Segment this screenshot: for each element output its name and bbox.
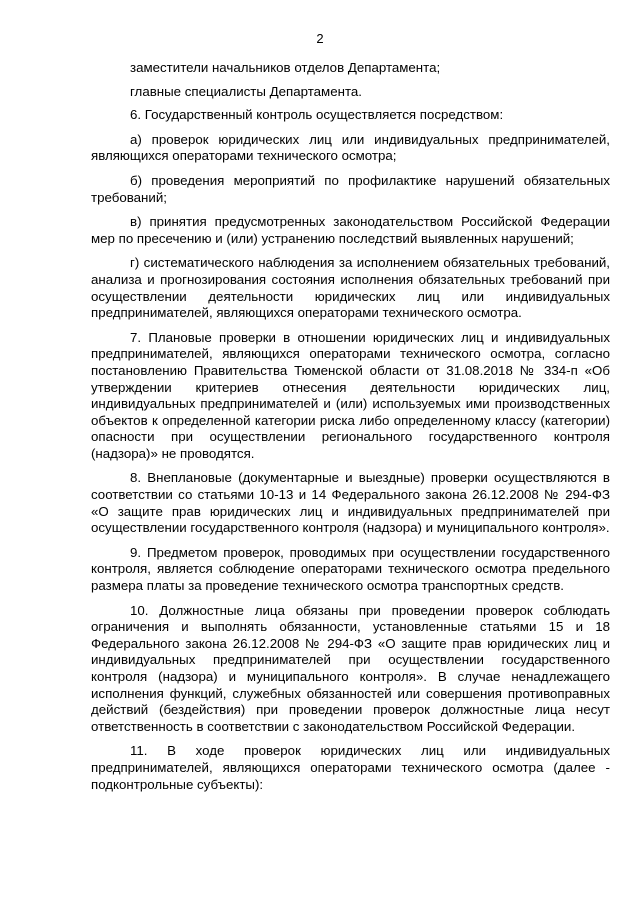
paragraph: 11. В ходе проверок юридических лиц или индивидуальных предпринимателей, являющихся операторами технического осмотра (далее - подконтрольные субъекты): (91, 743, 610, 792)
paragraph: а) проверок юридических лиц или индивидуальных предпринимателей, являющихся операторами технического осмотра; (91, 131, 610, 164)
paragraph: г) систематического наблюдения за исполнением обязательных требований, анализа и прогнозирования состояния исполнения обязательных требований при осуществлении деятельности юридических лиц или индивидуальных предпринимателей, являющихся операторами технического осмотра. (91, 255, 610, 321)
document-body (91, 60, 610, 801)
paragraph: в) принятия предусмотренных законодательством Российской Федерации мер по пресечению и (или) устранению последствий выявленных нарушений; (91, 214, 610, 246)
paragraph: 7. Плановые проверки в отношении юридических лиц и индивидуальных предпринимателей, являющихся операторами технического осмотра, согласно постановлению Правительства Тюменской области от 31.08.2018 № 334-п «Об утверждении критериев отнесения деятельности юридических лиц, индивидуальных предпринимателей и (или) используемых ими производственных объектов к определенной категории риска либо определенному классу (категории) опасности при осуществлении регионального государственного контроля (надзора)» не проводятся. (91, 329, 610, 461)
paragraph: главные специалисты Департамента. (130, 83, 362, 99)
paragraph: б) проведения мероприятий по профилактике нарушений обязательных требований; (91, 172, 610, 205)
paragraph: 9. Предметом проверок, проводимых при осуществлении государственного контроля, является соблюдение операторами технического осмотра предельного размера платы за проведение технического осмотра транспортных средств. (91, 544, 610, 594)
paragraph: 10. Должностные лица обязаны при проведении проверок соблюдать ограничения и выполнять обязанности, установленные статьями 15 и 18 Федерального закона 26.12.2008 № 294-ФЗ «О защите прав юридических лиц и индивидуальных предпринимателей при осуществлении государственного контроля (надзора) и муниципального контроля». В случае ненадлежащего исполнения функций, служебных обязанностей или совершения противоправных действий (бездействия) при проведении проверок должностные лица несут ответственность в соответствии с законодательством Российской Федерации. (91, 602, 610, 734)
paragraph: 8. Внеплановые (документарные и выездные) проверки осуществляются в соответствии со статьями 10-13 и 14 Федерального закона 26.12.2008 № 294-ФЗ «О защите прав юридических лиц и индивидуальных предпринимателей при осуществлении государственного контроля (надзора) и муниципального контроля». (91, 470, 610, 536)
paragraph: 6. Государственный контроль осуществляется посредством: (130, 107, 504, 123)
page-number: 2 (316, 31, 324, 46)
paragraph: заместители начальников отделов Департамента; (130, 60, 441, 75)
